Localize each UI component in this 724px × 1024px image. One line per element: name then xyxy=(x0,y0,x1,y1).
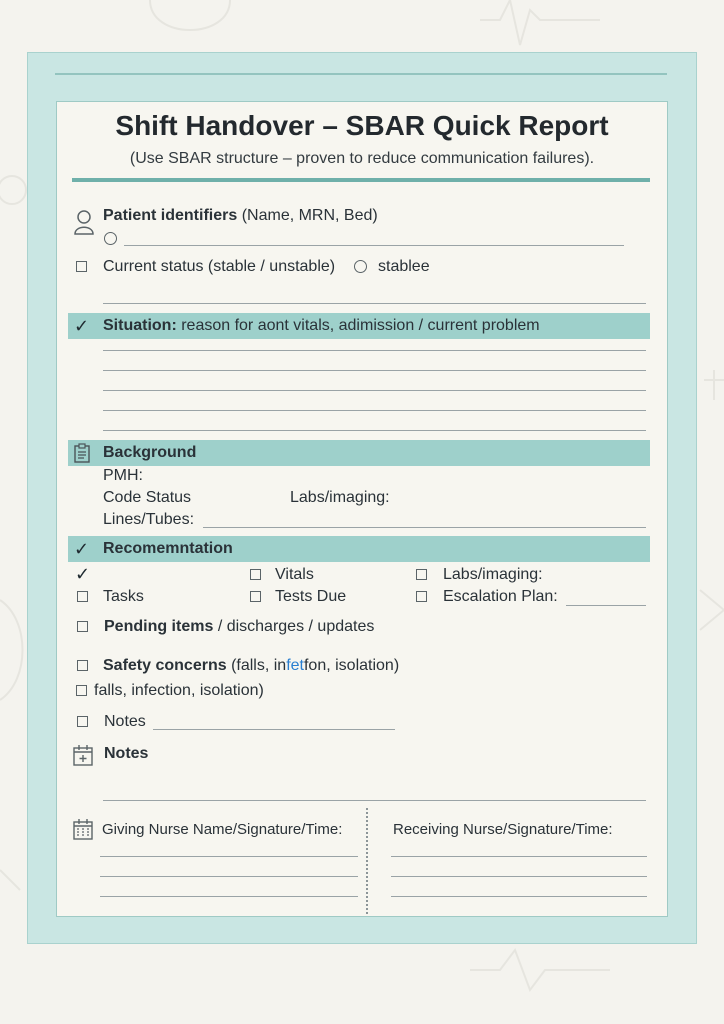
tasks-label: Tasks xyxy=(103,588,144,605)
pending-items-text: / discharges / updates xyxy=(217,618,375,635)
situation-checkmark-icon[interactable]: ✓ xyxy=(74,316,90,336)
status-stable-option: stablee xyxy=(378,258,430,275)
safety-concerns-label: Safety concerns xyxy=(103,657,227,674)
lines-tubes-input-line[interactable] xyxy=(203,527,646,528)
situation-input-line-4[interactable] xyxy=(103,410,646,411)
form-subtitle: (Use SBAR structure – proven to reduce communication failures). xyxy=(129,150,595,167)
background-label: Background xyxy=(103,444,197,461)
notes-input-line[interactable] xyxy=(103,800,646,801)
safety-text-before: (falls, in xyxy=(231,657,287,674)
recommendation-checkmark-icon[interactable]: ✓ xyxy=(74,539,90,559)
pmh-label: PMH: xyxy=(103,467,143,484)
escalation-plan-checkbox[interactable] xyxy=(416,591,427,602)
tests-due-checkbox[interactable] xyxy=(250,591,261,602)
calendar-plus-icon xyxy=(73,744,93,766)
giving-signature-line-1[interactable] xyxy=(100,856,358,857)
notes-item-label: Notes xyxy=(104,713,146,730)
current-status-checkbox[interactable] xyxy=(76,261,87,272)
giving-signature-line-2[interactable] xyxy=(100,876,358,877)
vitals-checkbox[interactable] xyxy=(250,569,261,580)
signature-divider xyxy=(366,808,368,914)
patient-identifiers-hint: (Name, MRN, Bed) xyxy=(241,207,378,224)
pending-items-checkbox[interactable] xyxy=(77,621,88,632)
safety-concerns-row xyxy=(103,657,399,675)
background-labs-imaging-label: Labs/imaging: xyxy=(290,489,390,506)
situation-input-line-5[interactable] xyxy=(103,430,646,431)
pending-items-label: Pending items xyxy=(104,618,214,635)
lines-tubes-label: Lines/Tubes: xyxy=(103,511,195,528)
labs-imaging-label: Labs/imaging: xyxy=(443,566,543,583)
escalation-plan-input-line[interactable] xyxy=(566,605,646,606)
receiving-signature-line-1[interactable] xyxy=(391,856,647,857)
receiving-signature-line-3[interactable] xyxy=(391,896,647,897)
status-stable-radio[interactable] xyxy=(354,260,367,273)
safety-second-line: falls, infection, isolation) xyxy=(94,682,264,699)
safety-text-marked: fet xyxy=(286,657,304,674)
tests-due-label: Tests Due xyxy=(275,588,347,605)
clipboard-icon xyxy=(74,443,90,463)
current-status-input-line[interactable] xyxy=(103,303,646,304)
vitals-label: Vitals xyxy=(275,566,314,583)
tasks-checkbox[interactable] xyxy=(77,591,88,602)
safety-text-after: fon, isolation) xyxy=(303,657,400,674)
pending-items-row xyxy=(104,618,374,636)
calendar-icon xyxy=(73,818,93,840)
giving-nurse-label: Giving Nurse Name/Signature/Time: xyxy=(102,821,343,838)
situation-input-line-3[interactable] xyxy=(103,390,646,391)
notes-section-label: Notes xyxy=(104,745,149,762)
frame-top-rule xyxy=(55,73,667,75)
notes-checkbox[interactable] xyxy=(77,716,88,727)
patient-identifier-input-line[interactable] xyxy=(124,245,624,246)
labs-imaging-checkbox[interactable] xyxy=(416,569,427,580)
patient-identifiers-row xyxy=(103,207,378,225)
safety-second-checkbox[interactable] xyxy=(76,685,87,696)
situation-label: Situation: xyxy=(103,317,177,334)
recommendation-checked-box-icon[interactable]: ✓ xyxy=(75,564,91,584)
situation-row xyxy=(103,317,540,335)
giving-signature-line-3[interactable] xyxy=(100,896,358,897)
safety-concerns-checkbox[interactable] xyxy=(77,660,88,671)
current-status-label: Current status (stable / unstable) xyxy=(103,258,336,275)
patient-identifier-radio[interactable] xyxy=(104,232,117,245)
situation-input-line-2[interactable] xyxy=(103,370,646,371)
receiving-signature-line-2[interactable] xyxy=(391,876,647,877)
person-icon xyxy=(73,208,95,236)
situation-text: reason for aont vitals, adimission / current problem xyxy=(181,317,540,334)
escalation-plan-label: Escalation Plan: xyxy=(443,588,558,605)
recommendation-label: Recomemntation xyxy=(103,540,233,557)
title-rule xyxy=(72,178,650,182)
patient-identifiers-label: Patient identifiers xyxy=(103,207,238,224)
receiving-nurse-label: Receiving Nurse/Signature/Time: xyxy=(393,821,613,838)
notes-item-input-line[interactable] xyxy=(153,729,395,730)
code-status-label: Code Status xyxy=(103,489,192,506)
situation-input-line-1[interactable] xyxy=(103,350,646,351)
form-title: Shift Handover – SBAR Quick Report xyxy=(115,110,609,141)
